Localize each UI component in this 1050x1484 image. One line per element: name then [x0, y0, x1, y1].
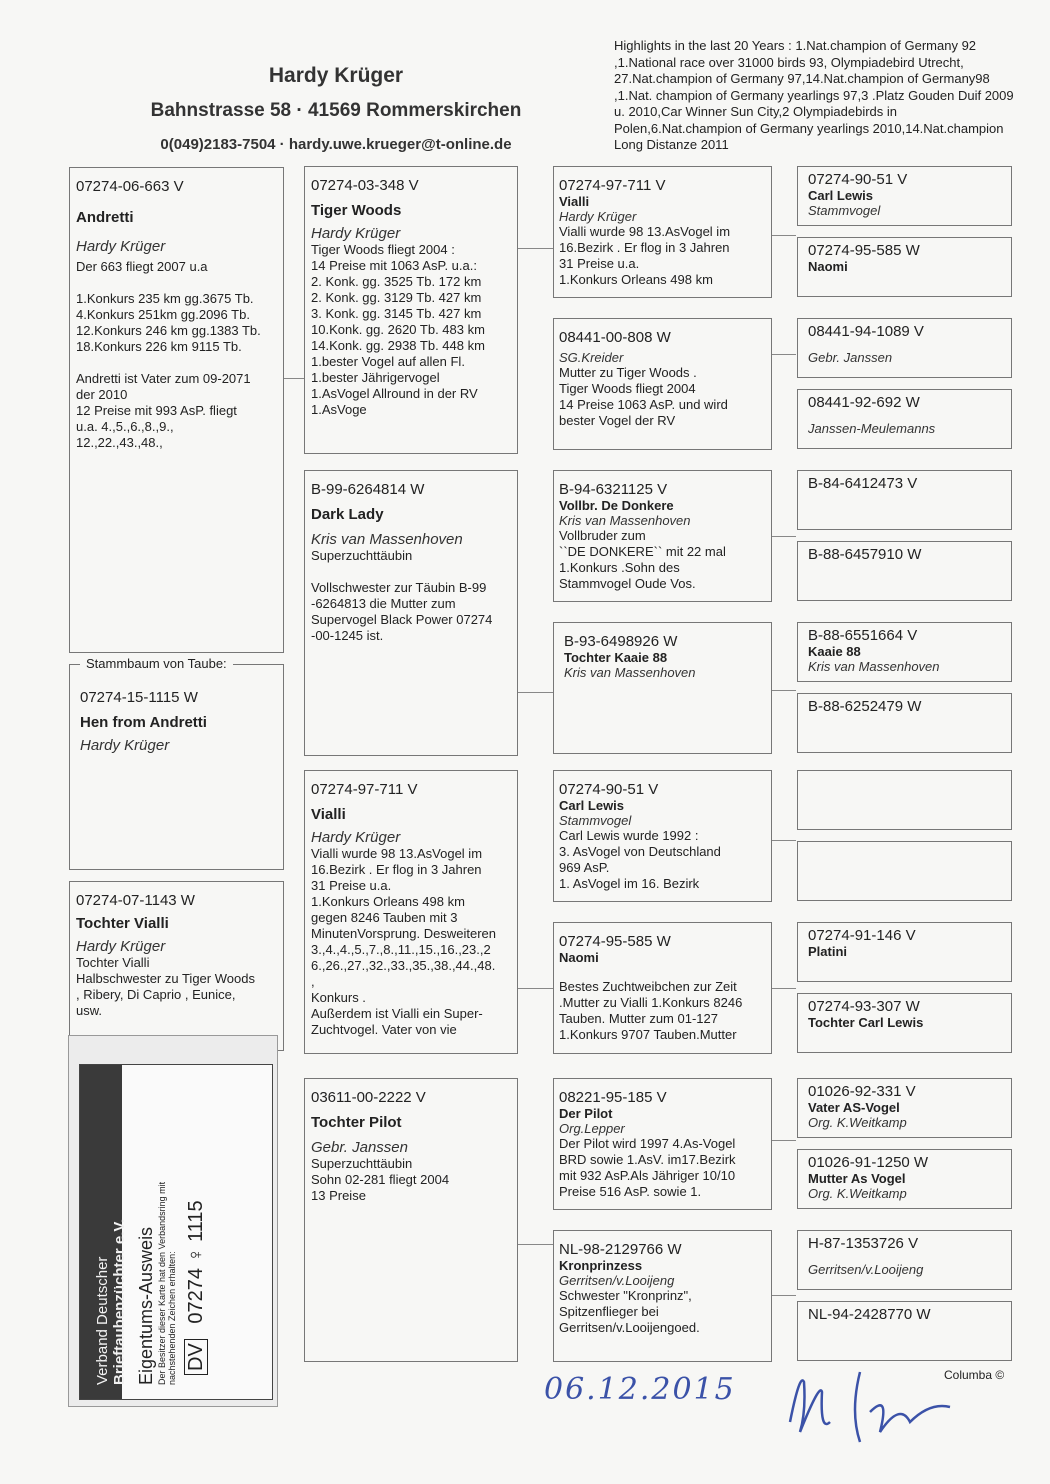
gen3-description: Vollbruder zum ``DE DONKERE`` mit 22 mal 1.Konkurs .Sohn des Stammvogel Oude Vos. — [559, 528, 726, 591]
gen2-name: Tochter Pilot — [311, 1114, 402, 1131]
ownership-card-inner — [79, 1064, 273, 1400]
gen4-owner: Gebr. Janssen — [808, 350, 893, 365]
gen3-owner: SG.Kreider — [559, 350, 624, 365]
gen2-box — [304, 470, 518, 756]
ownership-card — [68, 1035, 278, 1407]
card-text-block — [94, 1135, 208, 1389]
gen2-owner: Gebr. Janssen — [311, 1139, 408, 1156]
gen4-name: Tochter Carl Lewis — [808, 1015, 924, 1030]
breeder-address: Bahnstrasse 58 · 41569 Rommerskirchen — [150, 100, 522, 121]
connector-line — [518, 248, 554, 249]
gen3-name: Naomi — [559, 950, 599, 965]
gen4-owner: Kris van Massenhoven — [808, 659, 940, 674]
gen3-name: Tochter Kaaie 88 — [564, 650, 668, 665]
gen4-ring: 08441-94-1089 V — [808, 323, 924, 340]
gen3-box — [553, 470, 772, 602]
dam-description: Tochter Vialli Halbschwester zu Tiger Woods , Ribery, Di Caprio , Eunice, usw. — [76, 955, 255, 1018]
gen4-ring: 07274-90-51 V — [808, 171, 908, 188]
gen2-owner: Kris van Massenhoven — [311, 531, 463, 548]
connector-line — [772, 840, 796, 841]
gen3-box — [553, 622, 772, 754]
connector-line — [518, 988, 554, 989]
gen3-ring: 07274-97-711 V — [559, 177, 666, 194]
gen3-description: Carl Lewis wurde 1992 : 3. AsVogel von Deutschland 969 AsP. 1. AsVogel im 16. Bezirk — [559, 828, 721, 891]
columba-mark: Columba © — [944, 1368, 1005, 1382]
gen3-box — [553, 318, 772, 450]
gen3-ring: 07274-95-585 W — [559, 933, 671, 950]
gen4-box — [797, 237, 1012, 297]
gen4-box-empty — [797, 841, 1012, 901]
gen4-box — [797, 1230, 1012, 1290]
subject-owner: Hardy Krüger — [80, 737, 170, 754]
breeder-name: Hardy Krüger — [268, 64, 404, 87]
gen4-box — [797, 993, 1012, 1053]
sire-ring: 07274-06-663 V — [76, 178, 184, 195]
highlights-text: Highlights in the last 20 Years : 1.Nat.champion of Germany 92 ,1.National race over 31000 birds 93, Olympiadebird Utrecht, 27.Nat.champion of Germany 97,14.Nat.champion of Germany98 ,1.Nat. champion of Germany yearlings 97,3 .Platz Gouden Duif 2009 u. 2010,Car Winner Sun City,2 Olympiadebirds in Polen,6.Nat.champion of Germany yearlings 2010,14.Nat.champion Long Distanze 2011 — [614, 38, 1014, 152]
gen3-owner: Stammvogel — [559, 813, 632, 828]
gen4-box-empty — [797, 770, 1012, 830]
gen2-box — [304, 770, 518, 1054]
signature — [760, 1352, 960, 1452]
breeder-contact: 0(049)2183-7504 · hardy.uwe.krueger@t-online.de — [160, 136, 512, 153]
gen4-ring: B-88-6457910 W — [808, 546, 922, 563]
gen2-ring: 07274-03-348 V — [311, 177, 419, 194]
connector-line — [772, 988, 796, 989]
gen4-ring: B-88-6252479 W — [808, 698, 922, 715]
gen4-name: Mutter As Vogel — [808, 1171, 906, 1186]
gen2-description: Vialli wurde 98 13.AsVogel im 16.Bezirk . Er flog in 3 Jahren 31 Preise u.a. 1.Konkurs Orleans 498 km gegen 8246 Tauben mit 3 MinutenVorsprung. Desweiteren 3.,4.,4.,5.,7.,8.,11.,15.,16.,23.,2 6.,26.,27.,32.,33.,35.,38.,44.,48. , Konkurs . Außerdem ist Vialli ein Super- Zuchtvogel. Vater von vie — [311, 846, 496, 1037]
gen3-name: Der Pilot — [559, 1106, 613, 1121]
gen3-name: Carl Lewis — [559, 798, 625, 813]
gen3-owner: Hardy Krüger — [559, 209, 637, 224]
gen4-ring: 07274-93-307 W — [808, 998, 920, 1015]
gen2-box — [304, 166, 518, 454]
connector-line — [772, 690, 796, 691]
gen3-ring: 08441-00-808 W — [559, 329, 671, 346]
gen3-owner: Kris van Massenhoven — [559, 513, 691, 528]
gen3-ring: 07274-90-51 V — [559, 781, 659, 798]
gen4-box — [797, 1078, 1012, 1138]
dam-name: Tochter Vialli — [76, 915, 169, 932]
gen4-ring: 07274-95-585 W — [808, 242, 920, 259]
gen3-description: Vialli wurde 98 13.AsVogel im 16.Bezirk . Er flog in 3 Jahren 31 Preise u.a. 1.Konkurs Orleans 498 km — [559, 224, 731, 287]
gen4-owner: Janssen-Meulemanns — [808, 421, 936, 436]
card-org-line1: Verband Deutscher — [94, 1256, 111, 1385]
gen4-ring: H-87-1353726 V — [808, 1235, 919, 1252]
gen4-ring: B-88-6551664 V — [808, 627, 918, 644]
subject-name: Hen from Andretti — [80, 714, 207, 731]
gen3-description: Mutter zu Tiger Woods . Tiger Woods fliegt 2004 14 Preise 1063 AsP. und wird bester Vogel der RV — [559, 365, 728, 428]
gen4-ring: B-84-6412473 V — [808, 475, 918, 492]
connector-line — [772, 354, 796, 355]
gen3-owner: Org.Lepper — [559, 1121, 625, 1136]
subject-box — [69, 664, 284, 870]
gen4-owner: Org. K.Weitkamp — [808, 1115, 907, 1130]
handwritten-date: 06.12.2015 — [544, 1372, 736, 1407]
gen2-ring: B-99-6264814 W — [311, 481, 425, 498]
gen4-box — [797, 541, 1012, 601]
gen4-box — [797, 318, 1012, 378]
connector-line — [518, 692, 554, 693]
gen3-ring: B-94-6321125 V — [559, 481, 668, 498]
connector-line — [772, 1140, 796, 1141]
gen3-ring: 08221-95-185 V — [559, 1089, 667, 1106]
connector-line — [772, 536, 796, 537]
gen3-name: Vollbr. De Donkere — [559, 498, 674, 513]
sire-owner: Hardy Krüger — [76, 238, 166, 255]
gen3-owner: Kris van Massenhoven — [564, 665, 696, 680]
gen2-ring: 03611-00-2222 V — [311, 1089, 426, 1106]
gen4-ring: NL-94-2428770 W — [808, 1306, 931, 1323]
card-org-line2: Brieftaubenzüchter e.V. — [111, 1218, 128, 1385]
gen3-box — [553, 166, 772, 298]
gen4-name: Carl Lewis — [808, 188, 874, 203]
gen3-box — [553, 1078, 772, 1210]
dam-owner: Hardy Krüger — [76, 938, 166, 955]
gen4-owner: Stammvogel — [808, 203, 881, 218]
dam-box — [69, 881, 284, 1051]
gen4-owner: Org. K.Weitkamp — [808, 1186, 907, 1201]
dam-ring: 07274-07-1143 W — [76, 892, 195, 909]
connector-line — [518, 1244, 554, 1245]
gen4-box — [797, 1149, 1012, 1209]
card-ring-code: 07274 ♀ 1115 — [185, 1200, 207, 1324]
gen3-name: Kronprinzess — [559, 1258, 643, 1273]
card-title: Eigentums-Ausweis — [136, 1226, 156, 1385]
pedigree-label: Stammbaum von Taube: — [80, 656, 233, 671]
gen3-description: Schwester "Kronprinz", Spitzenflieger bei Gerritsen/v.Looijengoed. — [559, 1288, 700, 1335]
gen2-name: Vialli — [311, 806, 346, 823]
gen2-ring: 07274-97-711 V — [311, 781, 418, 798]
gen4-box — [797, 922, 1012, 982]
gen2-owner: Hardy Krüger — [311, 829, 401, 846]
gen2-name: Dark Lady — [311, 506, 384, 523]
gen3-box — [553, 1230, 772, 1362]
gen4-box — [797, 166, 1012, 226]
gen2-description: Tiger Woods fliegt 2004 : 14 Preise mit 1063 AsP. u.a.: 2. Konk. gg. 3525 Tb. 172 km 2. Konk. gg. 3129 Tb. 427 km 3. Konk. gg. 3145 Tb. 427 km 10.Konk. gg. 2620 Tb. 483 km 14.Konk. gg. 2938 Tb. 448 km 1.bester Vogel auf allen Fl. 1.bester Jährigervogel 1.AsVogel Allround in der RV 1.AsVoge — [311, 242, 485, 417]
connector-line — [772, 235, 796, 236]
gen2-name: Tiger Woods — [311, 202, 402, 219]
sire-description: Der 663 fliegt 2007 u.a 1.Konkurs 235 km gg.3675 Tb. 4.Konkurs 251km gg.2096 Tb. 12.Konkurs 246 km gg.1383 Tb. 18.Konkurs 226 km 9115 Tb. Andretti ist Vater zum 09-2071 der 2010 12 Preise mit 993 AsP. fliegt u.a. 4.,5.,6.,8.,9., 12.,22.,43.,48., — [76, 259, 261, 450]
sire-name: Andretti — [76, 209, 134, 226]
gen3-ring: B-93-6498926 W — [564, 633, 678, 650]
sire-box — [69, 167, 284, 653]
gen4-box — [797, 389, 1012, 449]
gen3-ring: NL-98-2129766 W — [559, 1241, 682, 1258]
gen4-box — [797, 470, 1012, 530]
gen4-ring: 08441-92-692 W — [808, 394, 920, 411]
gen2-description: Superzuchttäubin Vollschwester zur Täubin B-99 -6264813 die Mutter zum Supervogel Black Power 07274 -00-1245 ist. — [311, 548, 493, 643]
card-text: Der Besitzer dieser Karte hat den Verbandsring mit nachstehenden Zeichen erhalten: — [157, 1181, 177, 1385]
gen4-ring: 07274-91-146 V — [808, 927, 916, 944]
gen4-name: Platini — [808, 944, 848, 959]
gen3-box — [553, 770, 772, 902]
gen4-box — [797, 622, 1012, 682]
card-prefix: DV — [184, 1339, 208, 1375]
gen4-box — [797, 693, 1012, 753]
gen3-description: Bestes Zuchtweibchen zur Zeit .Mutter zu Vialli 1.Konkurs 8246 Tauben. Mutter zum 01-127 1.Konkurs 9707 Tauben.Mutter — [559, 979, 743, 1042]
connector-line — [284, 378, 304, 379]
subject-ring: 07274-15-1115 W — [80, 689, 198, 706]
gen3-description: Der Pilot wird 1997 4.As-Vogel BRD sowie 1.AsV. im17.Bezirk mit 932 AsP.Als Jähriger 10/10 Preise 516 AsP. sowie 1. — [559, 1136, 736, 1199]
gen2-box — [304, 1078, 518, 1362]
gen4-name: Kaaie 88 — [808, 644, 861, 659]
gen3-box — [553, 922, 772, 1054]
gen3-name: Vialli — [559, 194, 590, 209]
gen4-name: Naomi — [808, 259, 848, 274]
gen4-ring: 01026-92-331 V — [808, 1083, 916, 1100]
gen2-owner: Hardy Krüger — [311, 225, 401, 242]
gen4-ring: 01026-91-1250 W — [808, 1154, 929, 1171]
gen4-owner: Gerritsen/v.Looijeng — [808, 1262, 924, 1277]
gen2-description: Superzuchttäubin Sohn 02-281 fliegt 2004 13 Preise — [311, 1156, 450, 1203]
connector-line — [772, 1295, 796, 1296]
gen3-owner: Gerritsen/v.Looijeng — [559, 1273, 675, 1288]
gen4-name: Vater AS-Vogel — [808, 1100, 900, 1115]
